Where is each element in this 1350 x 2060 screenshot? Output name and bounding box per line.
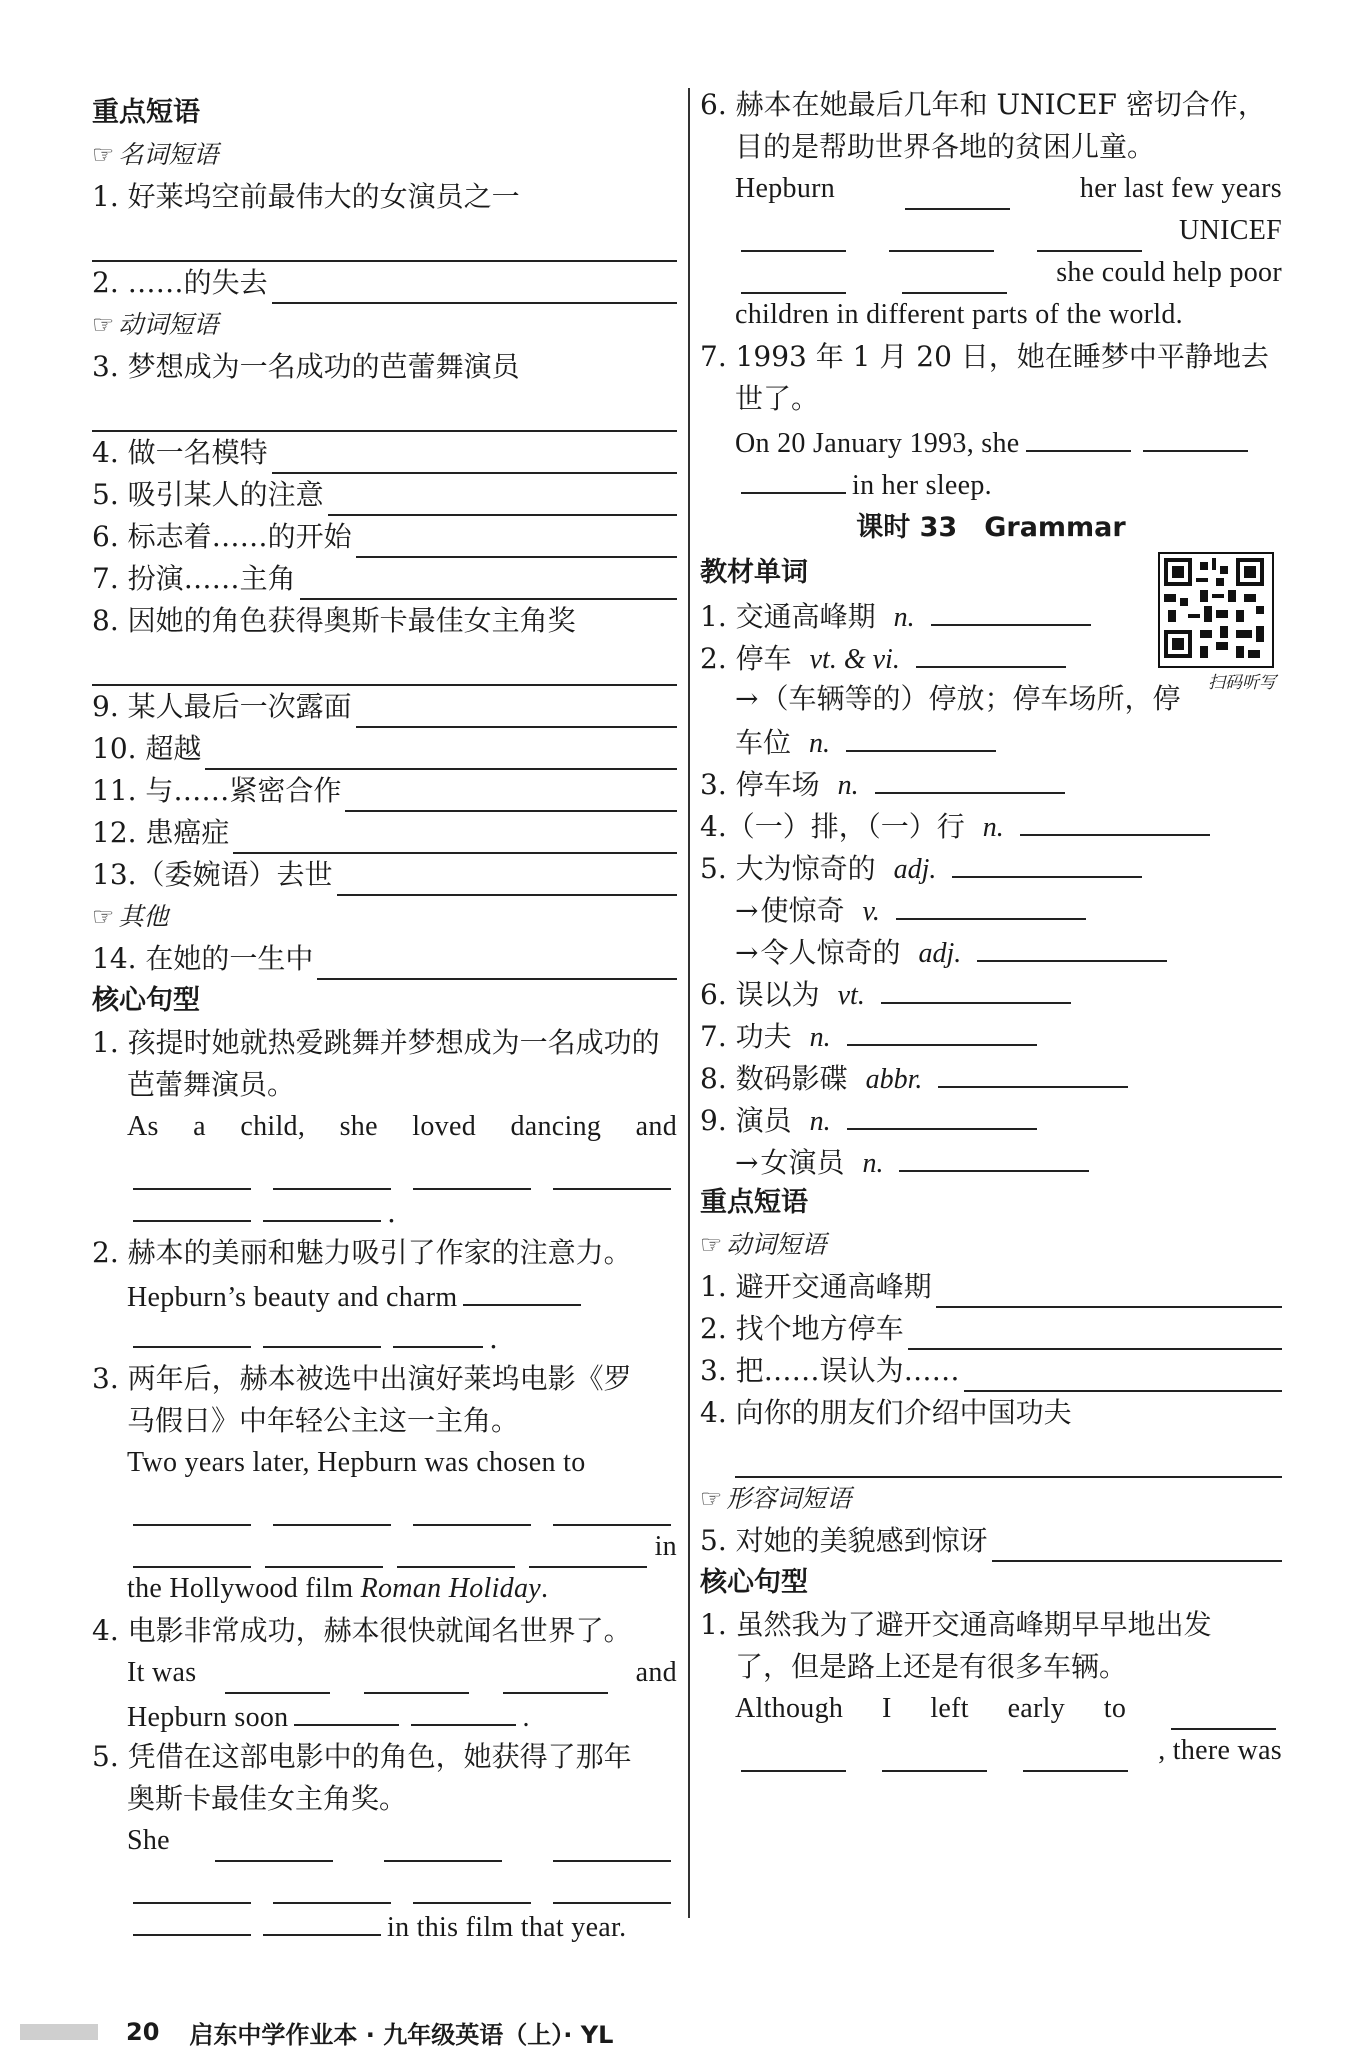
column-divider xyxy=(688,88,690,1918)
sentence-6-en-3: she could help poor xyxy=(700,252,1282,294)
answer-blank[interactable] xyxy=(553,1158,671,1190)
qr-code-icon[interactable] xyxy=(1158,552,1274,668)
sentence-7-cn-cont: 世了。 xyxy=(735,382,820,415)
qr-scan-label: 扫码听写 xyxy=(1208,673,1276,693)
sentence-6-cn: 6. 赫本在她最后几年和 UNICEF 密切合作， xyxy=(700,88,1266,121)
word-9: 9. 演员 n. xyxy=(700,1098,1282,1140)
answer-blank[interactable] xyxy=(1171,1698,1276,1730)
sentence-3-en-cont: the Hollywood film Roman Holiday. xyxy=(127,1573,549,1604)
sentence-1-blanks-2: . xyxy=(92,1190,677,1232)
word-9-derived: →女演员 n. xyxy=(700,1140,1282,1182)
phrase-6: 6. 标志着……的开始 xyxy=(92,516,677,558)
pointing-hand-icon: ☞ xyxy=(92,310,115,339)
sentence-5-en-cont: in this film that year. xyxy=(92,1904,677,1946)
phrase-r5: 5. 对她的美貌感到惊讶 xyxy=(700,1520,1282,1562)
answer-blank[interactable] xyxy=(92,388,677,432)
answer-blank[interactable] xyxy=(847,1014,1037,1046)
answer-blank[interactable] xyxy=(272,272,677,304)
phrase-2: 2. ……的失去 xyxy=(92,262,677,304)
answer-blank[interactable] xyxy=(265,1536,383,1568)
answer-blank[interactable] xyxy=(300,568,677,600)
phrase-r3: 3. 把……误认为…… xyxy=(700,1350,1282,1392)
answer-blank[interactable] xyxy=(741,1740,846,1772)
sentence-5-cn-cont: 奥斯卡最佳女主角奖。 xyxy=(127,1782,408,1815)
phrase-7: 7. 扮演……主角 xyxy=(92,558,677,600)
answer-blank[interactable] xyxy=(411,1694,516,1726)
answer-blank[interactable] xyxy=(896,888,1086,920)
sentence-3-en: Two years later, Hepburn was chosen to xyxy=(127,1447,586,1478)
answer-blank[interactable] xyxy=(875,762,1065,794)
section-heading-phrases-2: 重点短语 xyxy=(700,1187,808,1218)
answer-blank[interactable] xyxy=(905,178,1010,210)
sentence-2-blanks: . xyxy=(92,1316,677,1358)
phrase-3: 3. 梦想成为一名成功的芭蕾舞演员 xyxy=(92,350,520,383)
footer-bar xyxy=(20,2024,98,2040)
sentence-4-en-cont: Hepburn soon . xyxy=(92,1694,677,1736)
answer-blank[interactable] xyxy=(273,1158,391,1190)
lesson-title: 课时 33 Grammar xyxy=(856,512,1126,543)
answer-blank[interactable] xyxy=(133,1158,251,1190)
answer-blank[interactable] xyxy=(133,1872,251,1904)
answer-blank[interactable] xyxy=(337,864,677,896)
answer-blank[interactable] xyxy=(992,1530,1282,1562)
answer-blank[interactable] xyxy=(263,1904,381,1936)
sentence-3-cn: 3. 两年后，赫本被选中出演好莱坞电影《罗 xyxy=(92,1362,632,1395)
phrase-11: 11. 与……紧密合作 xyxy=(92,770,677,812)
answer-blank[interactable] xyxy=(413,1872,531,1904)
answer-blank[interactable] xyxy=(397,1536,515,1568)
answer-blank[interactable] xyxy=(931,594,1091,626)
subheading-verb-phrases: ☞ 动词短语 xyxy=(92,310,219,339)
left-column xyxy=(92,92,677,1946)
sentence-6-cn-cont: 目的是帮助世界各地的贫困儿童。 xyxy=(735,130,1156,163)
answer-blank[interactable] xyxy=(345,780,677,812)
answer-blank[interactable] xyxy=(741,462,846,494)
phrase-9: 9. 某人最后一次露面 xyxy=(92,686,677,728)
subheading-adj-phrases: ☞ 形容词短语 xyxy=(700,1484,852,1513)
film-title: Roman Holiday xyxy=(360,1573,542,1604)
answer-blank[interactable] xyxy=(272,442,677,474)
answer-blank[interactable] xyxy=(902,262,1007,294)
phrase-13: 13.（委婉语）去世 xyxy=(92,854,677,896)
sentence-5-blanks xyxy=(92,1862,677,1904)
answer-blank[interactable] xyxy=(553,1494,671,1526)
word-6: 6. 误以为 vt. xyxy=(700,972,1282,1014)
sentence-2-cn: 2. 赫本的美丽和魅力吸引了作家的注意力。 xyxy=(92,1236,632,1269)
answer-blank[interactable] xyxy=(916,636,1066,668)
answer-blank[interactable] xyxy=(977,930,1167,962)
sentence-7-en: On 20 January 1993, she xyxy=(700,420,1282,462)
qr-code-graphic xyxy=(1160,554,1268,662)
phrase-1: 1. 好莱坞空前最伟大的女演员之一 xyxy=(92,180,520,213)
sentence-1-blanks xyxy=(92,1148,677,1190)
answer-blank[interactable] xyxy=(328,484,677,516)
phrase-4: 4. 做一名模特 xyxy=(92,432,677,474)
sentence-r1-cn: 1. 虽然我为了避开交通高峰期早早地出发 xyxy=(700,1608,1212,1641)
subheading-other: ☞ 其他 xyxy=(92,902,169,931)
answer-blank[interactable] xyxy=(233,822,677,854)
answer-blank[interactable] xyxy=(133,1904,251,1936)
answer-blank[interactable] xyxy=(1020,804,1210,836)
answer-blank[interactable] xyxy=(273,1872,391,1904)
answer-blank[interactable] xyxy=(846,720,996,752)
right-arrow-icon: → xyxy=(735,682,759,715)
sentence-1-en: As a child, she loved dancing and xyxy=(127,1111,677,1142)
word-5-derived-1: →使惊奇 v. xyxy=(700,888,1282,930)
word-3: 3. 停车场 n. xyxy=(700,762,1282,804)
phrase-5: 5. 吸引某人的注意 xyxy=(92,474,677,516)
sentence-r1-cn-cont: 了，但是路上还是有很多车辆。 xyxy=(735,1650,1128,1683)
answer-blank[interactable] xyxy=(393,1316,483,1348)
book-title: 启东中学作业本 · 九年级英语（上）· YL xyxy=(189,2020,614,2049)
answer-blank[interactable] xyxy=(133,1536,251,1568)
answer-blank[interactable] xyxy=(133,1316,251,1348)
phrase-r2: 2. 找个地方停车 xyxy=(700,1308,1282,1350)
pointing-hand-icon: ☞ xyxy=(92,140,115,169)
right-column xyxy=(700,84,1282,1772)
sentence-7-en-cont: in her sleep. xyxy=(700,462,1282,504)
answer-blank[interactable] xyxy=(413,1494,531,1526)
word-2-derived: →（车辆等的）停放；停车场所，停 xyxy=(700,678,1282,720)
answer-blank[interactable] xyxy=(503,1662,608,1694)
answer-blank[interactable] xyxy=(899,1140,1089,1172)
sentence-6-en: Hepburn her last few years xyxy=(700,168,1282,210)
sentence-1-cn-cont: 芭蕾舞演员。 xyxy=(127,1068,296,1101)
section-heading-sentences-2: 核心句型 xyxy=(700,1567,808,1598)
word-1: 1. 交通高峰期 n. xyxy=(700,594,1282,636)
sentence-3-blanks-2: in xyxy=(92,1526,677,1568)
answer-blank[interactable] xyxy=(263,1190,381,1222)
answer-blank[interactable] xyxy=(735,1434,1282,1478)
sentence-3-cn-cont: 马假日》中年轻公主这一主角。 xyxy=(127,1404,520,1437)
answer-blank[interactable] xyxy=(936,1276,1282,1308)
answer-blank[interactable] xyxy=(881,972,1071,1004)
answer-blank[interactable] xyxy=(413,1158,531,1190)
answer-blank[interactable] xyxy=(263,1316,381,1348)
phrase-r4: 4. 向你的朋友们介绍中国功夫 xyxy=(700,1396,1072,1429)
answer-blank[interactable] xyxy=(1026,420,1131,452)
right-arrow-icon: → xyxy=(735,1146,759,1179)
answer-blank[interactable] xyxy=(92,218,677,262)
sentence-4-cn: 4. 电影非常成功，赫本很快就闻名世界了。 xyxy=(92,1614,632,1647)
sentence-2-en: Hepburn’s beauty and charm xyxy=(92,1274,677,1316)
sentence-7-cn: 7. 1993 年 1 月 20 日，她在睡梦中平静地去 xyxy=(700,340,1269,373)
answer-blank[interactable] xyxy=(889,220,994,252)
answer-blank[interactable] xyxy=(356,526,677,558)
word-5: 5. 大为惊奇的 adj. xyxy=(700,846,1282,888)
phrase-10: 10. 超越 xyxy=(92,728,677,770)
answer-blank[interactable] xyxy=(553,1830,671,1862)
word-8: 8. 数码影碟 abbr. xyxy=(700,1056,1282,1098)
answer-blank[interactable] xyxy=(92,642,677,686)
answer-blank[interactable] xyxy=(938,1056,1128,1088)
answer-blank[interactable] xyxy=(133,1190,251,1222)
words-section xyxy=(700,552,1282,1182)
answer-blank[interactable] xyxy=(964,1360,1282,1392)
answer-blank[interactable] xyxy=(529,1536,647,1568)
phrase-12: 12. 患癌症 xyxy=(92,812,677,854)
answer-blank[interactable] xyxy=(364,1662,469,1694)
answer-blank[interactable] xyxy=(1143,420,1248,452)
sentence-1-cn: 1. 孩提时她就热爱跳舞并梦想成为一名成功的 xyxy=(92,1026,660,1059)
pointing-hand-icon: ☞ xyxy=(92,902,115,931)
answer-blank[interactable] xyxy=(741,262,846,294)
section-heading-sentences: 核心句型 xyxy=(92,985,200,1016)
answer-blank[interactable] xyxy=(133,1494,251,1526)
page-number: 20 xyxy=(126,2018,160,2046)
answer-blank[interactable] xyxy=(273,1494,391,1526)
word-2-derived-cont: 车位 n. xyxy=(700,720,1282,762)
subheading-noun-phrases: ☞ 名词短语 xyxy=(92,140,219,169)
sentence-5-en: She xyxy=(92,1820,677,1862)
phrase-r1: 1. 避开交通高峰期 xyxy=(700,1266,1282,1308)
answer-blank[interactable] xyxy=(1023,1740,1128,1772)
subheading-verb-phrases-2: ☞ 动词短语 xyxy=(700,1230,827,1259)
sentence-r1-en-cont: , there was xyxy=(700,1730,1282,1772)
word-4: 4.（一）排，（一）行 n. xyxy=(700,804,1282,846)
phrase-8: 8. 因她的角色获得奥斯卡最佳女主角奖 xyxy=(92,604,576,637)
answer-blank[interactable] xyxy=(741,220,846,252)
word-2: 2. 停车 vt. & vi. xyxy=(700,636,1282,678)
phrase-14: 14. 在她的一生中 xyxy=(92,938,677,980)
answer-blank[interactable] xyxy=(882,1740,987,1772)
sentence-5-cn: 5. 凭借在这部电影中的角色，她获得了那年 xyxy=(92,1740,632,1773)
sentence-4-en: It was and xyxy=(92,1652,677,1694)
answer-blank[interactable] xyxy=(952,846,1142,878)
answer-blank[interactable] xyxy=(317,948,677,980)
answer-blank[interactable] xyxy=(356,696,677,728)
answer-blank[interactable] xyxy=(553,1872,671,1904)
section-heading-words: 教材单词 xyxy=(700,557,808,588)
answer-blank[interactable] xyxy=(225,1662,330,1694)
sentence-3-blanks xyxy=(92,1484,677,1526)
answer-blank[interactable] xyxy=(294,1694,399,1726)
word-5-derived-2: →令人惊奇的 adj. xyxy=(700,930,1282,972)
page-footer xyxy=(20,2012,1320,2052)
answer-blank[interactable] xyxy=(1037,220,1142,252)
sentence-6-en-4: children in different parts of the world. xyxy=(735,299,1183,330)
right-arrow-icon: → xyxy=(735,894,759,927)
word-7: 7. 功夫 n. xyxy=(700,1014,1282,1056)
answer-blank[interactable] xyxy=(847,1098,1037,1130)
answer-blank[interactable] xyxy=(205,738,677,770)
section-heading-phrases: 重点短语 xyxy=(92,97,200,128)
right-arrow-icon: → xyxy=(735,936,759,969)
answer-blank[interactable] xyxy=(463,1274,581,1306)
pointing-hand-icon: ☞ xyxy=(700,1484,723,1513)
answer-blank[interactable] xyxy=(215,1830,333,1862)
answer-blank[interactable] xyxy=(908,1318,1282,1350)
sentence-6-en-2: UNICEF xyxy=(700,210,1282,252)
pointing-hand-icon: ☞ xyxy=(700,1230,723,1259)
sentence-r1-en: Although I left early to xyxy=(700,1688,1282,1730)
answer-blank[interactable] xyxy=(384,1830,502,1862)
